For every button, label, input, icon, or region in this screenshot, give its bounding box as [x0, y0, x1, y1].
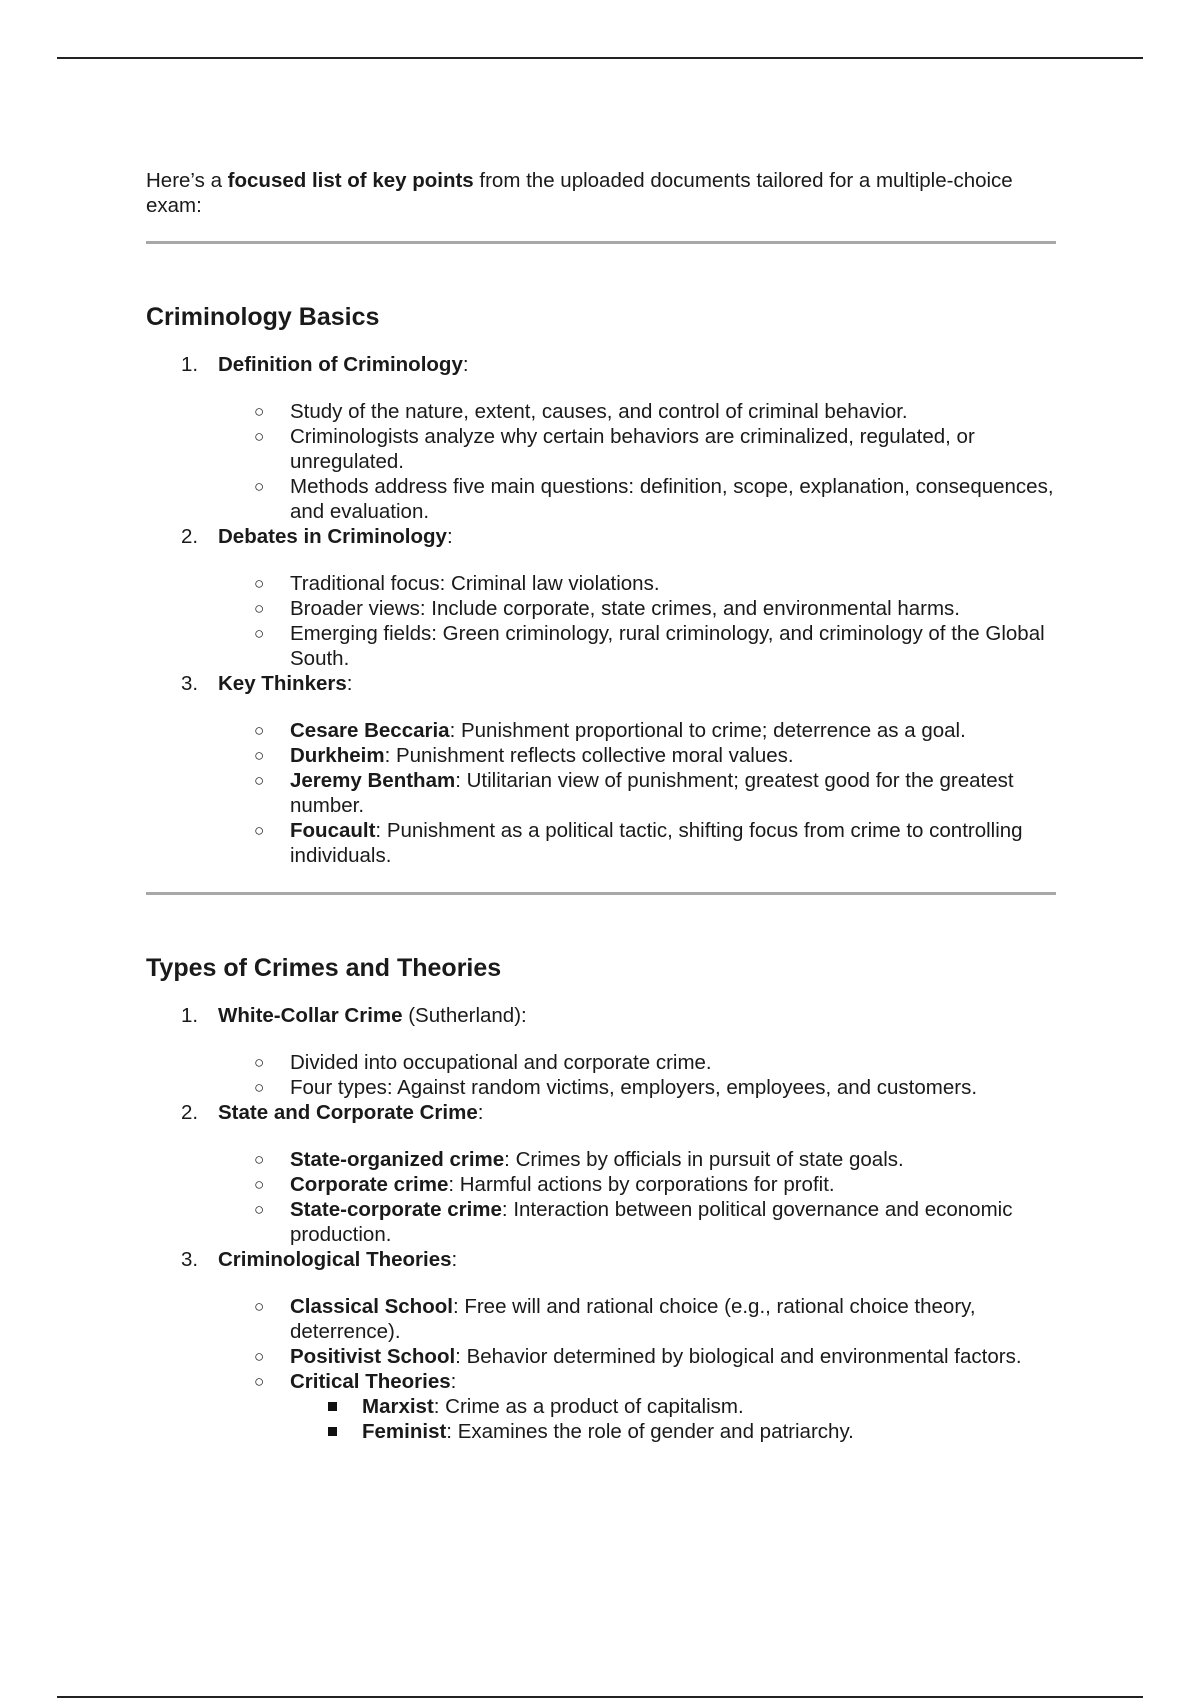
bullet-desc: : Interaction between political governance and economic production. — [290, 1198, 1013, 1246]
intro-paragraph — [146, 168, 1056, 218]
item-number: 1. — [181, 1004, 199, 1027]
bullet-desc: : Harmful actions by corporations for profit. — [448, 1173, 835, 1196]
bullet-text — [290, 474, 1056, 524]
bullet-text — [290, 1147, 1056, 1172]
hollow-circle-bullet-icon: ○ — [254, 1150, 265, 1169]
hollow-circle-bullet-icon: ○ — [254, 1372, 265, 1391]
bullet-term: Jeremy Bentham — [290, 769, 456, 792]
bullet-item — [146, 1075, 1056, 1100]
item-title-bold: Key Thinkers — [218, 672, 347, 695]
bullet-item — [146, 768, 1056, 818]
sub-bullet-list — [290, 1394, 1056, 1444]
bullet-term: State-organized crime — [290, 1148, 505, 1171]
hollow-circle-bullet-icon: ○ — [254, 624, 265, 643]
square-bullet-icon — [328, 1402, 337, 1411]
hollow-circle-bullet-icon: ○ — [254, 599, 265, 618]
sub-bullet-item — [362, 1419, 1056, 1444]
bullet-list — [218, 571, 1056, 671]
section-divider — [146, 241, 1056, 244]
section-heading: Criminology Basics — [146, 303, 380, 331]
bullet-text — [290, 596, 1056, 621]
bullet-desc: Methods address five main questions: definition, scope, explanation, consequences, and evaluation. — [290, 475, 1054, 523]
bullet-item — [146, 1369, 1056, 1444]
hollow-circle-bullet-icon: ○ — [254, 574, 265, 593]
item-title — [218, 352, 1056, 377]
bullet-term: State-corporate crime — [290, 1198, 502, 1221]
hollow-circle-bullet-icon: ○ — [254, 1297, 265, 1316]
bullet-text — [290, 1172, 1056, 1197]
item-title — [218, 1100, 1056, 1125]
bullet-text — [290, 1197, 1056, 1247]
bullet-item — [146, 571, 1056, 596]
bullet-text — [290, 571, 1056, 596]
page-bottom-rule — [57, 1696, 1143, 1698]
sections-container — [146, 302, 1056, 1444]
item-title-suffix: : — [462, 353, 469, 376]
hollow-circle-bullet-icon: ○ — [254, 1078, 265, 1097]
hollow-circle-bullet-icon: ○ — [254, 1175, 265, 1194]
numbered-item — [146, 1247, 1056, 1444]
bullet-term: Foucault — [290, 819, 376, 842]
bullet-item — [146, 1172, 1056, 1197]
bullet-desc: Four types: Against random victims, employers, employees, and customers. — [290, 1076, 978, 1099]
item-title — [218, 524, 1056, 549]
bullet-list — [218, 718, 1056, 868]
bullet-item — [146, 424, 1056, 474]
bullet-item — [146, 718, 1056, 743]
bullet-term: Critical Theories — [290, 1370, 451, 1393]
hollow-circle-bullet-icon: ○ — [254, 402, 265, 421]
bullet-item — [146, 399, 1056, 424]
bullet-list — [218, 1147, 1056, 1247]
bullet-text — [290, 1369, 1056, 1444]
item-title-suffix: : — [446, 525, 453, 548]
bullet-term: Corporate crime — [290, 1173, 449, 1196]
numbered-item — [146, 671, 1056, 868]
bullet-text — [290, 768, 1056, 818]
bullet-item — [146, 1344, 1056, 1369]
bullet-desc: : Crimes by officials in pursuit of state goals. — [504, 1148, 904, 1171]
bullet-text — [290, 1050, 1056, 1075]
item-number: 2. — [181, 1101, 199, 1124]
bullet-text — [290, 1344, 1056, 1369]
bullet-text — [290, 399, 1056, 424]
numbered-item — [146, 352, 1056, 524]
numbered-item — [146, 1100, 1056, 1247]
bullet-item — [146, 1147, 1056, 1172]
bullet-text — [290, 743, 1056, 768]
bullet-term: Cesare Beccaria — [290, 719, 450, 742]
bullet-term: Classical School — [290, 1295, 453, 1318]
bullet-list — [218, 399, 1056, 524]
bullet-item — [146, 474, 1056, 524]
sub-bullet-item — [362, 1394, 1056, 1419]
square-bullet-icon — [328, 1427, 337, 1436]
bullet-desc: Study of the nature, extent, causes, and control of criminal behavior. — [290, 400, 908, 423]
bullet-desc: : Free will and rational choice (e.g., rational choice theory, deterrence). — [290, 1295, 976, 1343]
bullet-item — [146, 621, 1056, 671]
bullet-text — [290, 1294, 1056, 1344]
item-number: 3. — [181, 672, 199, 695]
numbered-item — [146, 524, 1056, 671]
bullet-item — [146, 743, 1056, 768]
intro-text-end: from the uploaded documents tailored for a multiple-choice exam: — [146, 169, 1013, 217]
bullet-term: Durkheim — [290, 744, 385, 767]
item-title — [218, 1003, 1056, 1028]
numbered-item — [146, 1003, 1056, 1100]
intro-bold: focused list of key points — [227, 169, 474, 192]
sub-bullet-term: Marxist — [362, 1395, 434, 1418]
bullet-list — [218, 1294, 1056, 1444]
bullet-desc: Emerging fields: Green criminology, rural criminology, and criminology of the Global South. — [290, 622, 1045, 670]
hollow-circle-bullet-icon: ○ — [254, 1053, 265, 1072]
item-title-suffix: : — [477, 1101, 484, 1124]
bullet-item — [146, 596, 1056, 621]
item-number: 1. — [181, 353, 199, 376]
hollow-circle-bullet-icon: ○ — [254, 821, 265, 840]
item-title-suffix: : — [346, 672, 353, 695]
bullet-desc: : Punishment reflects collective moral values. — [384, 744, 794, 767]
bullet-desc: : Punishment as a political tactic, shifting focus from crime to controlling individuals. — [290, 819, 1023, 867]
bullet-desc: Divided into occupational and corporate crime. — [290, 1051, 712, 1074]
bullet-term: Positivist School — [290, 1345, 456, 1368]
item-title — [218, 1247, 1056, 1272]
bullet-text — [290, 818, 1056, 868]
item-title-bold: Debates in Criminology — [218, 525, 447, 548]
item-title-bold: White-Collar Crime — [218, 1004, 403, 1027]
bullet-text — [290, 1075, 1056, 1100]
bullet-desc: : Punishment proportional to crime; deterrence as a goal. — [449, 719, 966, 742]
bullet-item — [146, 818, 1056, 868]
sub-bullet-term: Feminist — [362, 1420, 447, 1443]
hollow-circle-bullet-icon: ○ — [254, 721, 265, 740]
bullet-desc: : Behavior determined by biological and environmental factors. — [455, 1345, 1022, 1368]
page-top-rule — [57, 57, 1143, 59]
bullet-desc: Traditional focus: Criminal law violations. — [290, 572, 660, 595]
bullet-desc: Broader views: Include corporate, state crimes, and environmental harms. — [290, 597, 960, 620]
section-heading: Types of Crimes and Theories — [146, 954, 502, 982]
bullet-item — [146, 1294, 1056, 1344]
bullet-list — [218, 1050, 1056, 1100]
item-number: 2. — [181, 525, 199, 548]
item-title-suffix: : — [451, 1248, 458, 1271]
sub-bullet-desc: : Crime as a product of capitalism. — [433, 1395, 744, 1418]
bullet-item — [146, 1197, 1056, 1247]
hollow-circle-bullet-icon: ○ — [254, 427, 265, 446]
bullet-item — [146, 1050, 1056, 1075]
bullet-text — [290, 424, 1056, 474]
bullet-text — [290, 718, 1056, 743]
item-title-suffix: (Sutherland): — [402, 1004, 527, 1027]
bullet-text — [290, 621, 1056, 671]
item-number: 3. — [181, 1248, 199, 1271]
item-title-bold: State and Corporate Crime — [218, 1101, 478, 1124]
intro-text: Here’s a — [146, 169, 228, 192]
hollow-circle-bullet-icon: ○ — [254, 771, 265, 790]
item-title — [218, 671, 1056, 696]
hollow-circle-bullet-icon: ○ — [254, 1200, 265, 1219]
bullet-desc: : — [450, 1370, 457, 1393]
hollow-circle-bullet-icon: ○ — [254, 477, 265, 496]
document-body — [146, 168, 1056, 1444]
sub-bullet-desc: : Examines the role of gender and patriarchy. — [446, 1420, 854, 1443]
item-title-bold: Criminological Theories — [218, 1248, 452, 1271]
numbered-list — [146, 1003, 1056, 1444]
hollow-circle-bullet-icon: ○ — [254, 746, 265, 765]
hollow-circle-bullet-icon: ○ — [254, 1347, 265, 1366]
numbered-list — [146, 352, 1056, 868]
bullet-desc: : Utilitarian view of punishment; greatest good for the greatest number. — [290, 769, 1014, 817]
item-title-bold: Definition of Criminology — [218, 353, 463, 376]
bullet-desc: Criminologists analyze why certain behaviors are criminalized, regulated, or unregulated. — [290, 425, 975, 473]
section-divider — [146, 892, 1056, 895]
